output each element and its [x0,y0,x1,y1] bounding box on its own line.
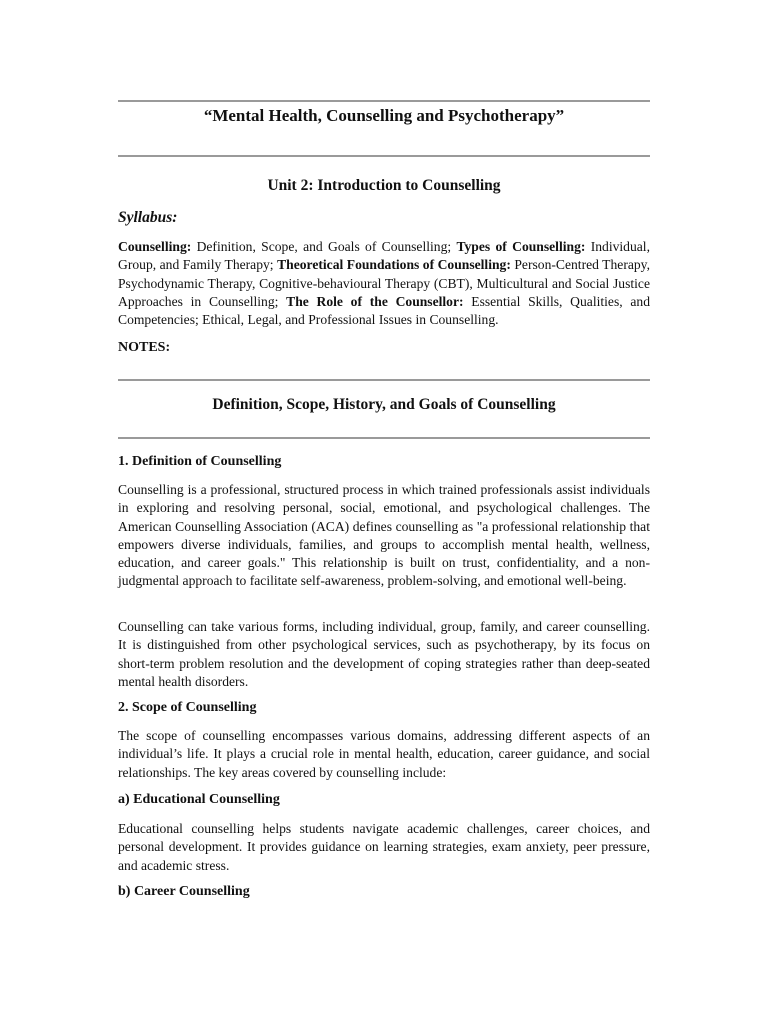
top-rule [118,100,650,102]
syllabus-term-role: The Role of the Counsellor: [286,293,464,309]
definition-paragraph-2: Counselling can take various forms, including individual, group, family, and career counselling. It is distinguished from other psychological services, such as psychotherapy, by its focus on short-term problem resolution and the development of coping strategies rather than deep-seated mental health disorders. [118,619,650,689]
career-counselling-heading: b) Career Counselling [118,884,250,899]
document-title: “Mental Health, Counselling and Psychotherapy” [203,106,565,125]
section-bottom-rule [118,437,650,439]
title-bottom-rule [118,155,650,157]
syllabus-heading: Syllabus: [118,209,178,226]
section-title: Definition, Scope, History, and Goals of Counselling [212,396,556,413]
notes-label: NOTES: [118,340,171,355]
section-top-rule [118,379,650,381]
syllabus-term-theory: Theoretical Foundations of Counselling: [277,257,511,273]
unit-title: Unit 2: Introduction to Counselling [267,177,501,194]
syllabus-text [118,238,650,329]
definition-heading: 1. Definition of Counselling [118,454,282,469]
scope-paragraph: The scope of counselling encompasses various domains, addressing different aspects of an individual’s life. It plays a crucial role in mental health, education, career guidance, and social relationships. The key areas covered by counselling include: [118,728,650,780]
syllabus-desc-types: Individual, Group, and Family Therapy; [118,239,650,273]
syllabus-desc-counselling: Definition, Scope, and Goals of Counselling; [191,239,457,254]
educational-counselling-paragraph: Educational counselling helps students navigate academic challenges, career choices, and personal development. It provides guidance on learning strategies, exam anxiety, peer pressure, and academic stress. [118,821,650,873]
syllabus-desc-theory: Person-Centred Therapy, Psychodynamic Therapy, Cognitive-behavioural Therapy (CBT), Multicultural and Social Justice Approaches in Counselling; [118,257,650,309]
scope-heading: 2. Scope of Counselling [118,700,257,715]
syllabus-term-types: Types of Counselling: [456,239,586,254]
syllabus-desc-role: Essential Skills, Qualities, and Competencies; Ethical, Legal, and Professional Issues in Counselling. [118,293,650,328]
educational-counselling-heading: a) Educational Counselling [118,792,280,807]
syllabus-term-counselling: Counselling: [118,239,192,254]
definition-paragraph-1: Counselling is a professional, structured process in which trained professionals assist individuals in exploring and resolving personal, social, emotional, and psychological challenges. The American Counselling Association (ACA) defines counselling as "a professional relationship that empowers diverse individuals, families, and groups to accomplish mental health, wellness, education, and career goals." This relationship is built on trust, confidentiality, and a non-judgmental approach to facilitate self-awareness, problem-solving, and emotional well-being. [118,482,650,589]
